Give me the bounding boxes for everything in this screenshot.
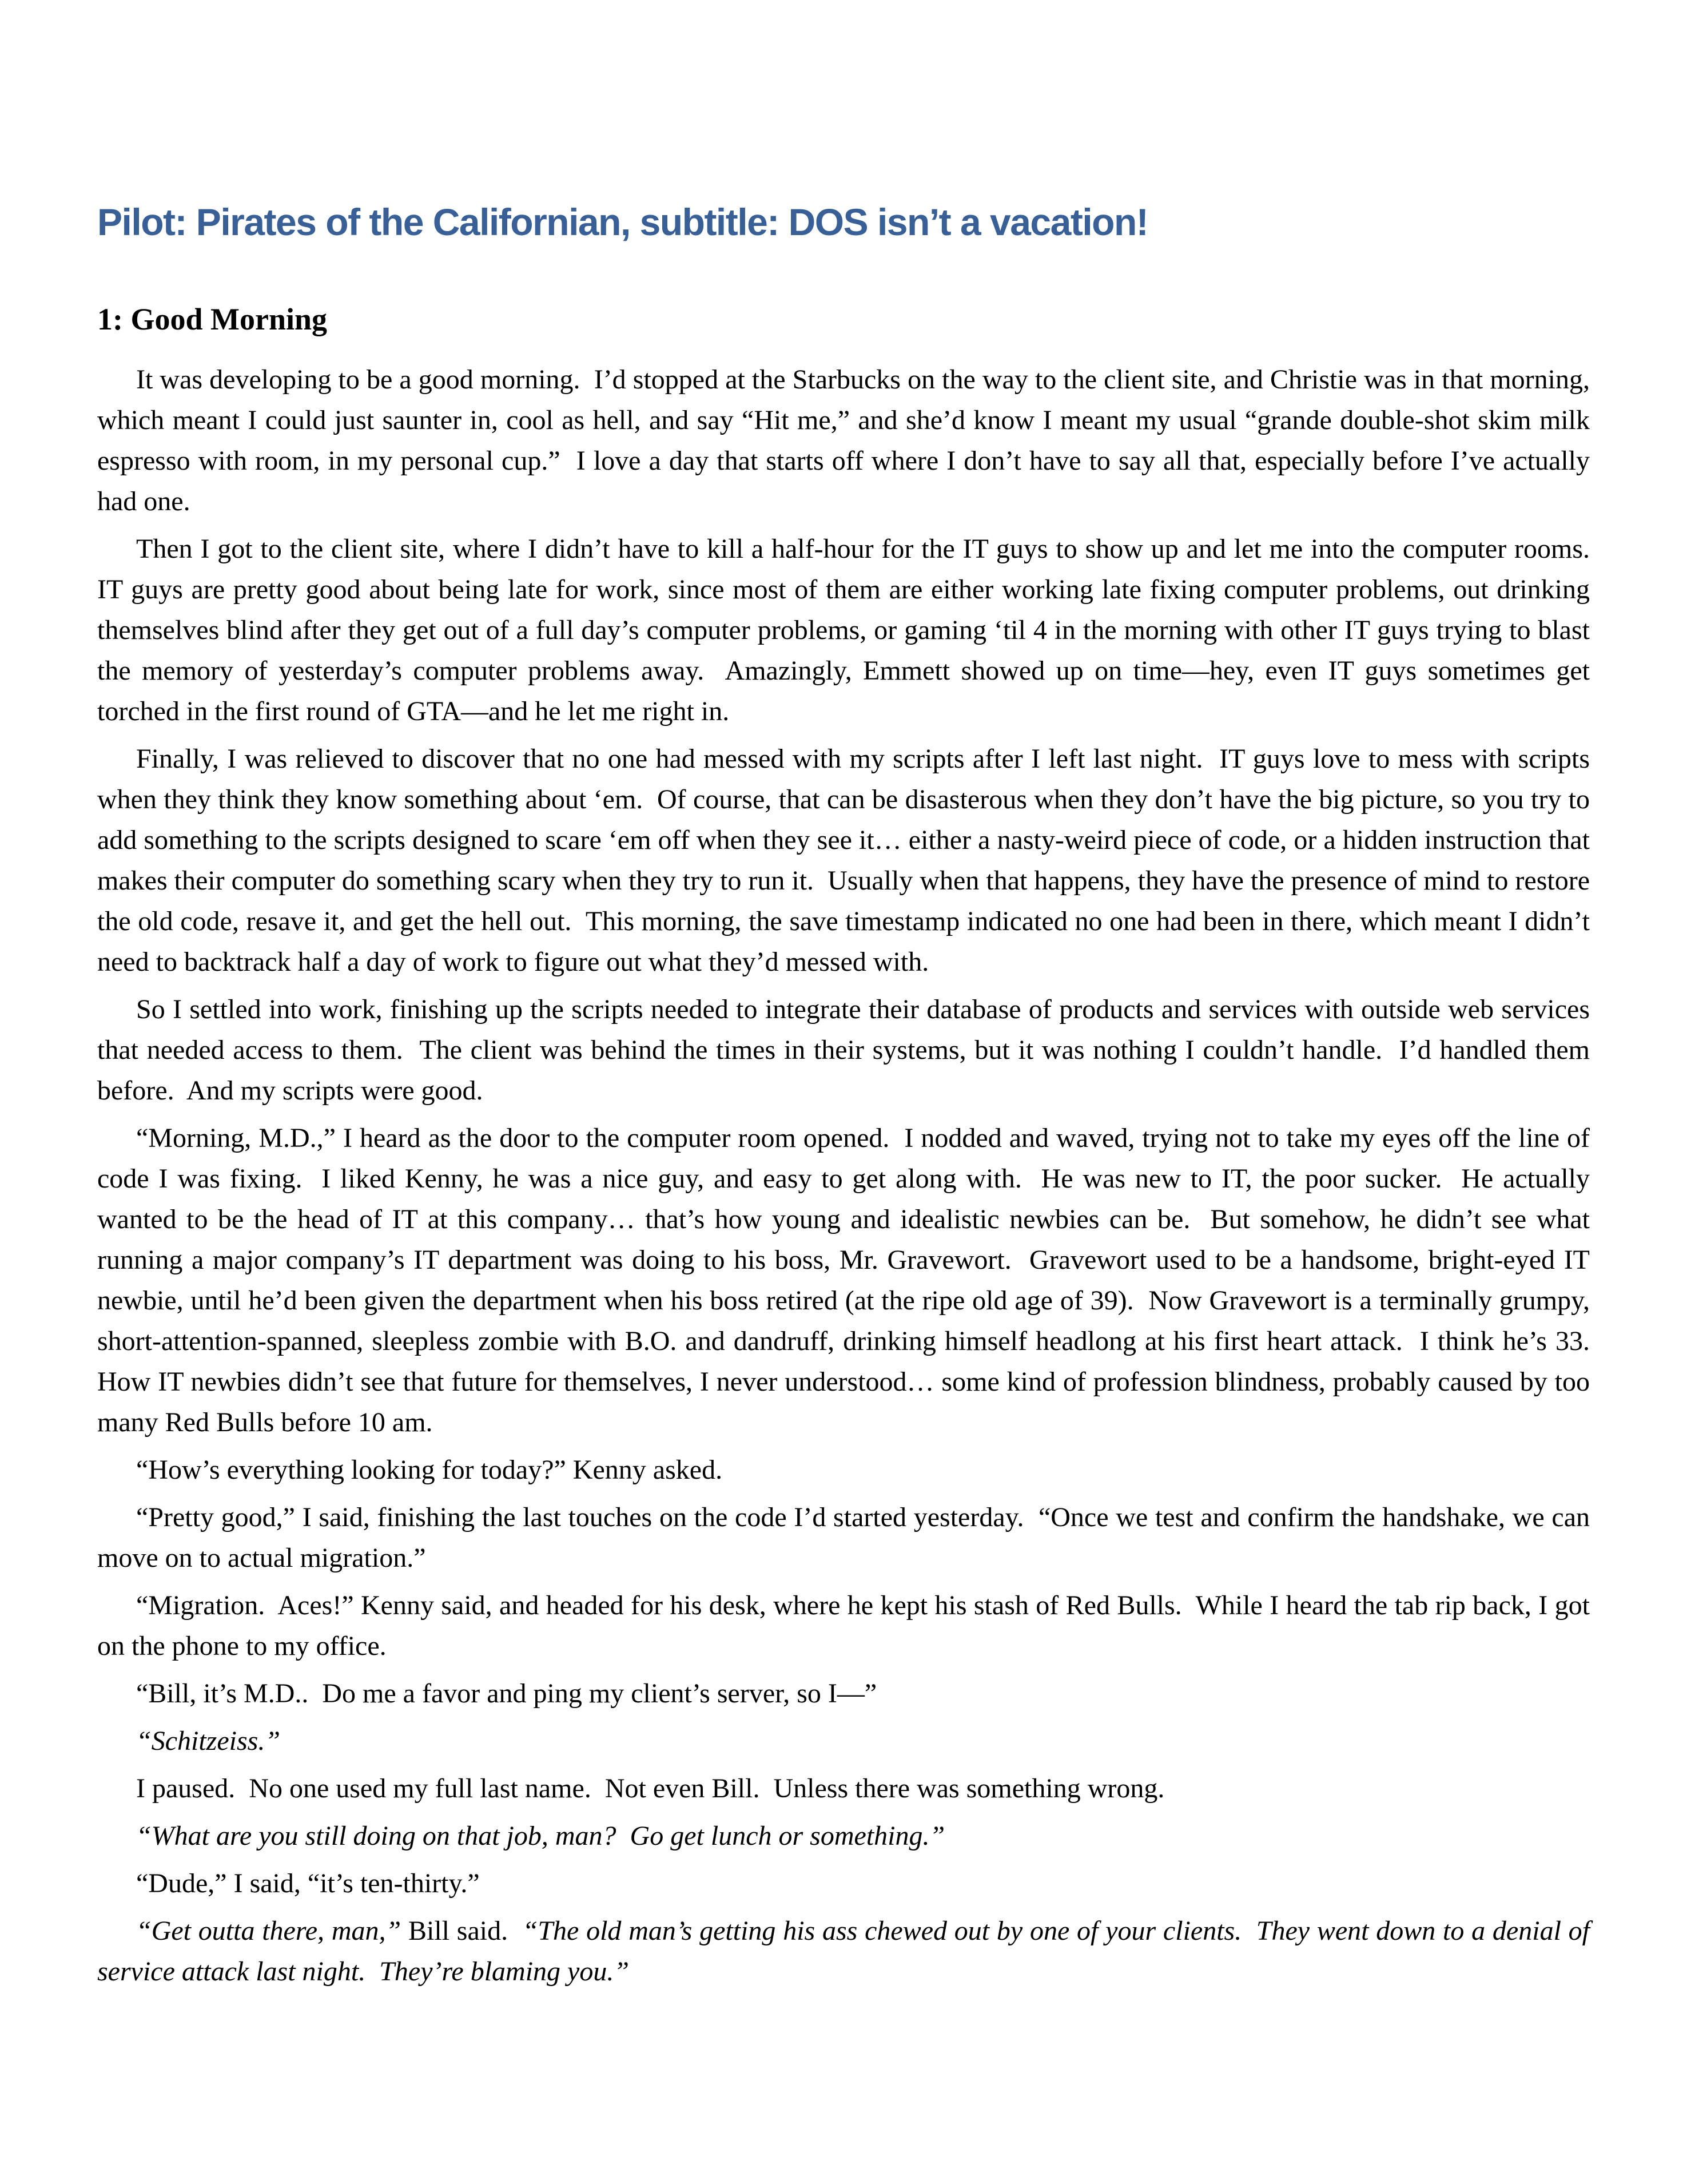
paragraph-text: “Pretty good,” I said, finishing the last touches on the code I’d started yesterday. “Once we test and confirm the handshake, we can move on to actual migration.” — [97, 1502, 1597, 1573]
paragraph-text: “Bill, it’s M.D.. Do me a favor and ping my client’s server, so I—” — [136, 1678, 877, 1709]
document-body — [97, 359, 1604, 1992]
paragraph-text: “Migration. Aces!” Kenny said, and headed for his desk, where he kept his stash of Red Bulls. While I heard the tab rip back, I got on the phone to my office. — [97, 1590, 1597, 1661]
paragraph — [97, 1911, 1597, 1992]
paragraph — [97, 738, 1597, 982]
paragraph — [97, 1768, 1590, 1809]
paragraph-text: “Morning, M.D.,” I heard as the door to the computer room opened. I nodded and waved, trying not to take my eyes off the line of code I was fixing. I liked Kenny, he was a nice guy, and easy to get along with. He was new to IT, the poor sucker. He actually wanted to be the head of IT at this company… that’s how young and idealistic newbies can be. But somehow, he didn’t see what running a major company’s IT department was doing to his boss, Mr. Gravewort. Gravewort used to be a handsome, bright-eyed IT newbie, until he’d been given the department when his boss retired (at the ripe old age of 39). Now Gravewort is a terminally grumpy, short-attention-spanned, sleepless zombie with B.O. and dandruff, drinking himself headlong at his first heart attack. I think he’s 33. How IT newbies didn’t see that future for themselves, I never understood… some kind of profession blindness, probably caused by too many Red Bulls before 10 am. — [97, 1123, 1604, 1438]
paragraph — [97, 1118, 1604, 1443]
paragraph-text-italic: “What are you still doing on that job, man? Go get lunch or something.” — [136, 1821, 945, 1851]
paragraph — [97, 989, 1597, 1111]
document-title: Pilot: Pirates of the Californian, subtitle: DOS isn’t a vacation! — [97, 201, 1148, 243]
paragraph-text: So I settled into work, finishing up the scripts needed to integrate their database of products and services with outside web services that needed access to them. The client was behind the times in their systems, but it was nothing I couldn’t handle. I’d handled them before. And my scripts were good. — [97, 994, 1597, 1106]
chapter-heading: 1: Good Morning — [97, 302, 328, 336]
paragraph — [97, 1721, 1590, 1761]
paragraph — [97, 359, 1597, 522]
paragraph-text-italic: “Schitzeiss.” — [136, 1726, 281, 1756]
paragraph-text: “Dude,” I said, “it’s ten-thirty.” — [136, 1868, 480, 1899]
paragraph — [97, 1497, 1597, 1578]
paragraph — [97, 1450, 1590, 1490]
paragraph — [97, 1863, 1590, 1904]
paragraph — [97, 529, 1604, 732]
paragraph-text: “How’s everything looking for today?” Kenny asked. — [136, 1455, 723, 1485]
paragraph-text: Bill said. — [408, 1916, 523, 1946]
paragraph-text: Finally, I was relieved to discover that no one had messed with my scripts after I left last night. IT guys love to mess with scripts when they think they know something about ‘em. Of course, that can be disasterous when they don’t have the big picture, so you try to add something to the scripts designed to scare ‘em off when they see it… either a nasty-weird piece of code, or a hidden instruction that makes their computer do something scary when they try to run it. Usually when that happens, they have the presence of mind to restore the old code, resave it, and get the hell out. This morning, the save timestamp indicated no one had been in there, which meant I didn’t need to backtrack half a day of work to figure out what they’d messed with. — [97, 744, 1597, 977]
paragraph-text-italic: “The old man’s getting his ass chewed out by one of your clients. They went down to a denial of service attack last night. They’re blaming you.” — [97, 1916, 1597, 1987]
paragraph-text: Then I got to the client site, where I didn’t have to kill a half-hour for the IT guys to show up and let me into the computer rooms. IT guys are pretty good about being late for work, since most of them are either working late fixing computer problems, out drinking themselves blind after they get out of a full day’s computer problems, or gaming ‘til 4 in the morning with other IT guys trying to blast the memory of yesterday’s computer problems away. Amazingly, Emmett showed up on time—hey, even IT guys sometimes get torched in the first round of GTA—and he let me right in. — [97, 534, 1604, 726]
paragraph — [97, 1816, 1590, 1856]
paragraph-text: It was developing to be a good morning. I’d stopped at the Starbucks on the way to the client site, and Christie was in that morning, which meant I could just saunter in, cool as hell, and say “Hit me,” and she’d know I meant my usual “grande double-shot skim milk espresso with room, in my personal cup.” I love a day that starts off where I don’t have to say all that, especially before I’ve actually had one. — [97, 364, 1597, 517]
paragraph — [97, 1673, 1590, 1714]
paragraph — [97, 1585, 1597, 1666]
paragraph-text-italic: “Get outta there, man,” — [136, 1916, 408, 1946]
paragraph-text: I paused. No one used my full last name. Not even Bill. Unless there was something wrong. — [136, 1773, 1165, 1804]
